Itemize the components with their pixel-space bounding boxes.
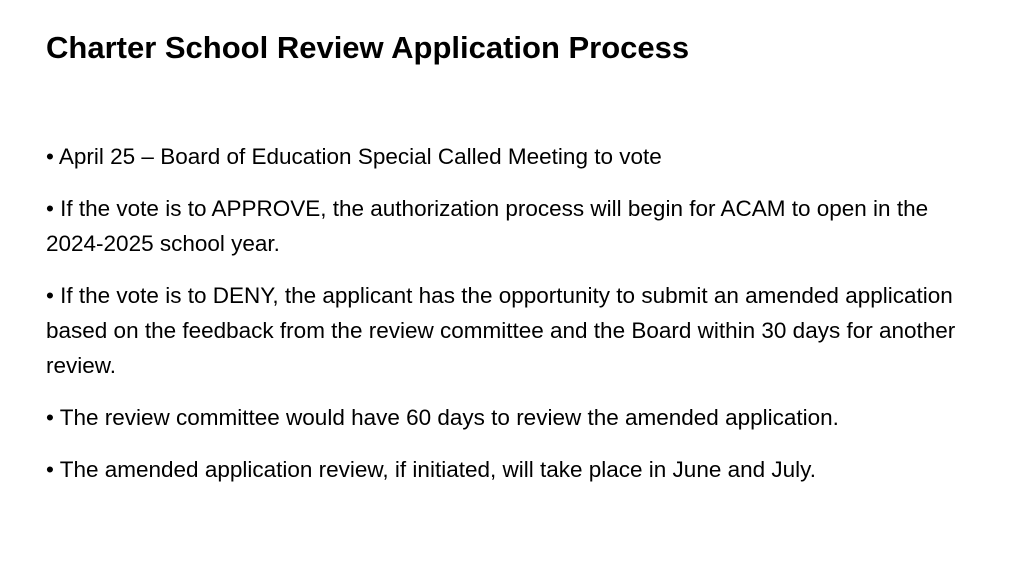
bullet-item-approve-outcome: • If the vote is to APPROVE, the authorization process will begin for ACAM to open in the 2024-2025 school year.: [46, 196, 929, 256]
bullet-list: [46, 139, 971, 487]
bullet-item-deny-outcome: • If the vote is to DENY, the applicant has the opportunity to submit an amended application based on the feedback from the review committee and the Board within 30 days for another review.: [46, 283, 956, 378]
bullet-item-review-timing: • The amended application review, if initiated, will take place in June and July.: [46, 457, 816, 482]
bullet-item-review-period: • The review committee would have 60 days to review the amended application.: [46, 405, 839, 430]
bullet-item-meeting-date: • April 25 – Board of Education Special Called Meeting to vote: [46, 144, 662, 169]
slide-title: Charter School Review Application Process: [46, 30, 690, 65]
